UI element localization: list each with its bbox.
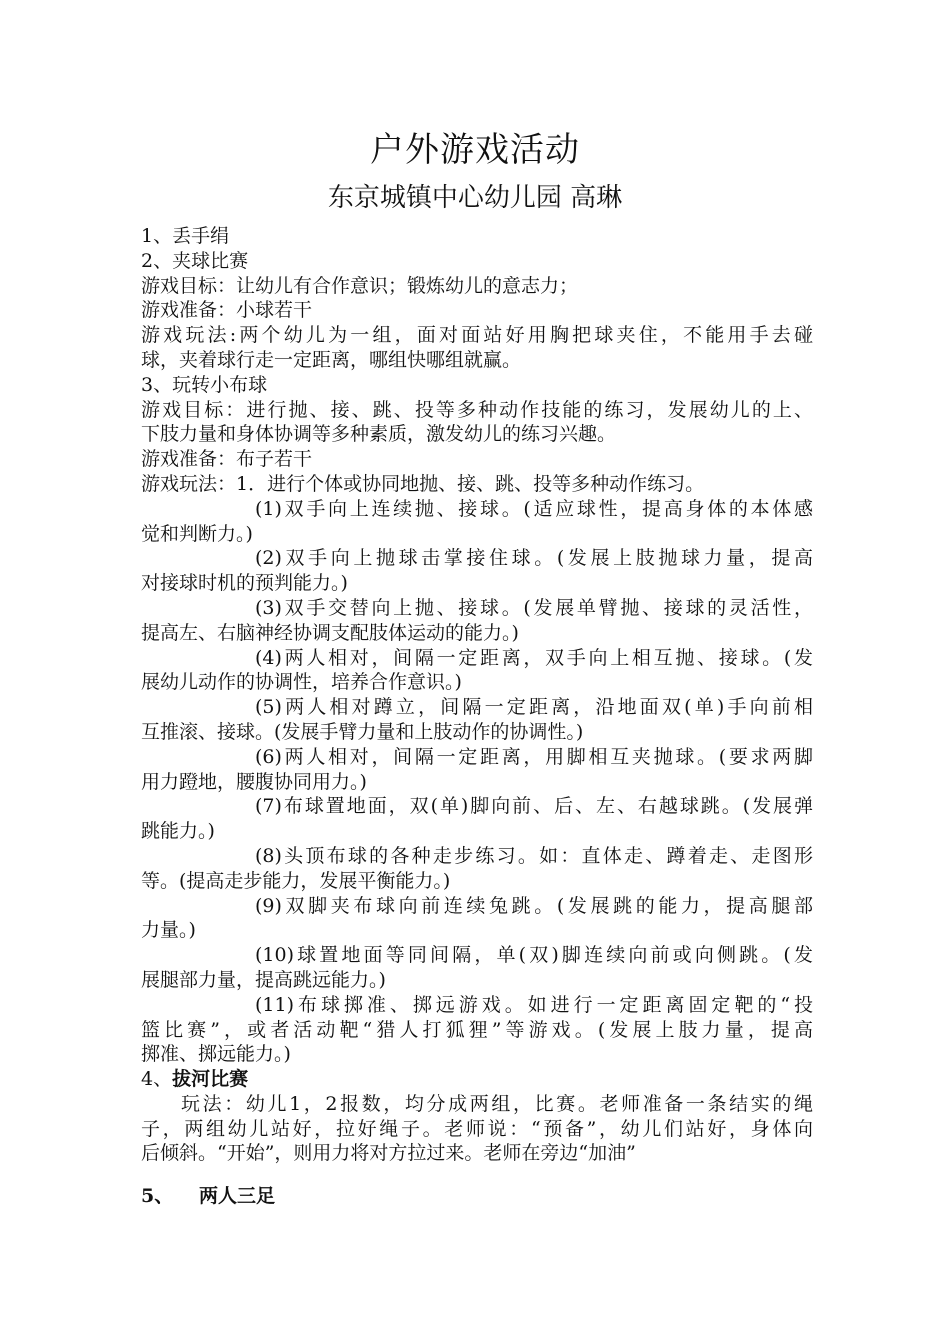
- paragraph-line: 后倾斜。“开始”，则用力将对方拉过来。老师在旁边“加油”: [141, 1142, 636, 1165]
- game-rules-line: 球，夹着球行走一定距离，哪组快哪组就赢。: [141, 348, 522, 371]
- exercise-item-line: (10)球置地面等同间隔，单(双)脚连续向前或向侧跳。(发: [255, 944, 813, 967]
- game-goal: 游戏目标：让幼儿有合作意识；锻炼幼儿的意志力；: [141, 274, 579, 297]
- section-heading-3: 3、玩转小布球: [141, 373, 268, 396]
- exercise-item-line: 等。(提高走步能力，发展平衡能力。): [141, 869, 451, 892]
- section-title: 两人三足: [199, 1185, 276, 1207]
- exercise-item-line: (2)双手向上抛球击掌接住球。(发展上肢抛球力量，提高: [255, 547, 813, 570]
- exercise-item-line: 对接球时机的预判能力。): [141, 572, 348, 595]
- paragraph-line: 玩法：幼儿1，2报数，均分成两组，比赛。老师准备一条结实的绳: [181, 1092, 813, 1115]
- game-prep: 游戏准备：布子若干: [141, 448, 313, 471]
- paragraph-line: 子，两组幼儿站好，拉好绳子。老师说：“预备”，幼儿们站好，身体向: [141, 1117, 813, 1140]
- section-title: 拔河比赛: [172, 1068, 249, 1091]
- document-subtitle: 东京城镇中心幼儿园 高琳: [327, 183, 623, 213]
- section-heading-4: [141, 1067, 813, 1092]
- exercise-item-line: (4)两人相对，间隔一定距离，双手向上相互抛、接球。(发: [255, 646, 813, 669]
- exercise-item-line: (7)布球置地面，双(单)脚向前、后、左、右越球跳。(发展弹: [255, 795, 813, 818]
- section-number: 4、: [141, 1068, 173, 1091]
- exercise-item-line: 觉和判断力。): [141, 522, 253, 545]
- game-rules-line: 游戏玩法:两个幼儿为一组，面对面站好用胸把球夹住，不能用手去碰: [141, 324, 813, 347]
- exercise-item-line: (9)双脚夹布球向前连续兔跳。(发展跳的能力，提高腿部: [255, 894, 813, 917]
- section-heading-1: 1、丢手绢: [141, 225, 230, 247]
- exercise-item-line: 力量。): [141, 919, 196, 942]
- section-heading-2: 2、夹球比赛: [141, 249, 249, 272]
- exercise-item-line: 展幼儿动作的协调性，培养合作意识。): [141, 671, 462, 694]
- exercise-item-line: (3)双手交替向上抛、接球。(发展单臂抛、接球的灵活性，: [255, 596, 813, 619]
- exercise-item-line: 互推滚、接球。(发展手臂力量和上肢动作的协调性。): [141, 720, 584, 743]
- document-title: 户外游戏活动: [370, 130, 580, 170]
- game-prep: 游戏准备：小球若干: [141, 299, 313, 322]
- game-goal-line: 下肢力量和身体协调等多种素质，激发幼儿的练习兴趣。: [141, 423, 617, 446]
- exercise-item-line: 用力蹬地，腰腹协同用力。): [141, 770, 367, 793]
- exercise-item-line: (5)两人相对蹲立，间隔一定距离，沿地面双(单)手向前相: [255, 696, 813, 719]
- exercise-item-line: 跳能力。): [141, 820, 215, 843]
- game-rules-line: 游戏玩法：1．进行个体或协同地抛、接、跳、投等多种动作练习。: [141, 472, 705, 495]
- exercise-item-line: 篮比赛”，或者活动靶“猎人打狐狸”等游戏。(发展上肢力量，提高: [141, 1018, 813, 1041]
- section-number: 5、: [141, 1185, 174, 1207]
- exercise-item-line: (8)头顶布球的各种走步练习。如：直体走、蹲着走、走图形: [255, 844, 813, 867]
- section-heading-5: [141, 1183, 275, 1209]
- exercise-item-line: 提高左、右脑神经协调支配肢体运动的能力。): [141, 621, 519, 644]
- exercise-item-line: (11)布球掷准、掷远游戏。如进行一定距离固定靶的“投: [255, 993, 813, 1016]
- game-goal-line: 游戏目标：进行抛、接、跳、投等多种动作技能的练习，发展幼儿的上、: [141, 398, 813, 421]
- exercise-item-line: 掷准、掷远能力。): [141, 1043, 291, 1066]
- document-body: [141, 224, 813, 1166]
- exercise-item-line: 展腿部力量，提高跳远能力。): [141, 968, 386, 991]
- exercise-item-line: (6)两人相对，间隔一定距离，用脚相互夹抛球。(要求两脚: [255, 745, 813, 768]
- exercise-item-line: (1)双手向上连续抛、接球。(适应球性，提高身体的本体感: [255, 497, 813, 520]
